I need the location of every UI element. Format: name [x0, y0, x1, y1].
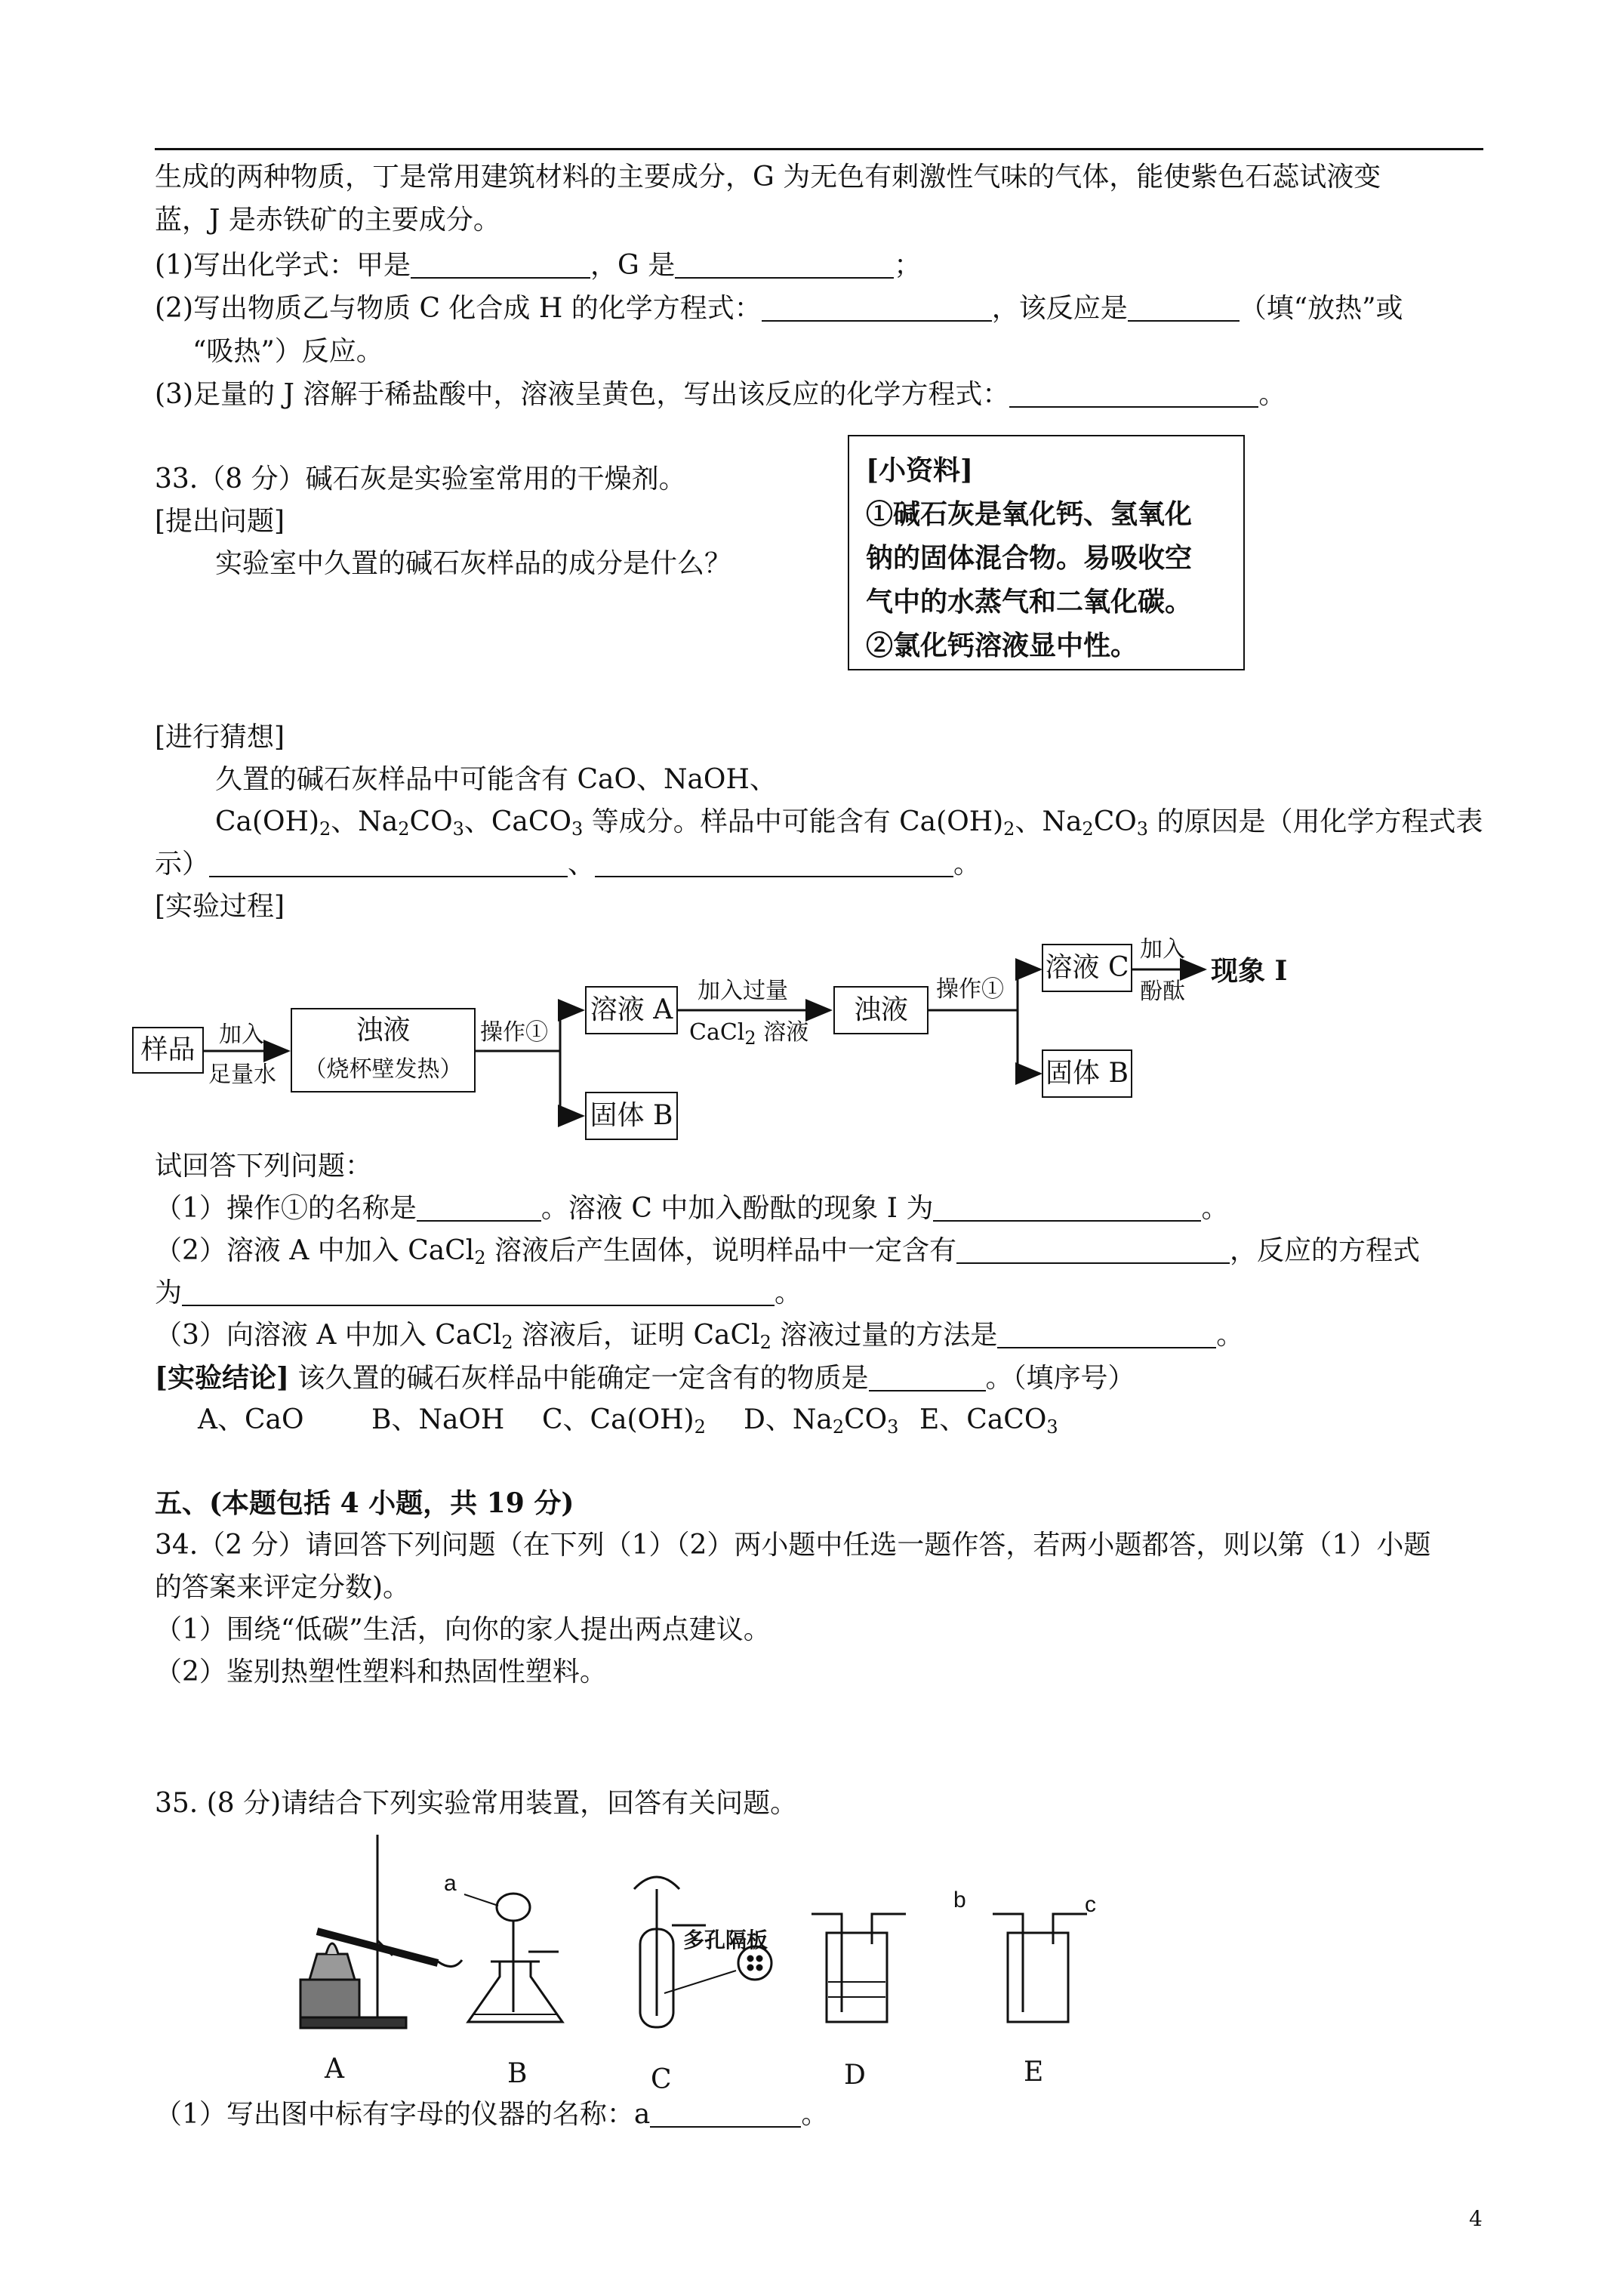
text: 、	[568, 849, 596, 880]
apparatus-b-drawing	[464, 1894, 562, 2022]
page-number: 4	[1469, 2206, 1483, 2231]
flow-label: 操作①	[480, 1019, 548, 1046]
label-a: a	[444, 1871, 457, 1896]
info-line: 钠的固体混合物。易吸收空	[866, 542, 1193, 574]
text: 为	[155, 1277, 183, 1308]
text: E、CaCO	[919, 1404, 1047, 1435]
q33-header: 33.（8 分）碱石灰是实验室常用的干燥剂。	[155, 464, 686, 495]
q34-line-1: 34.（2 分）请回答下列问题（在下列（1）（2）两小题中任选一题作答，若两小题都答，则以第（1）小题	[155, 1530, 1431, 1561]
text: 。	[1201, 1193, 1229, 1224]
flow-solid-b: 固体 B	[1042, 1049, 1132, 1098]
text: 等成分。样品中可能含有 Ca(OH)	[583, 806, 1004, 837]
label-b: b	[953, 1888, 966, 1912]
subscript: 2	[759, 1332, 771, 1353]
q2-end: （填“放热”或	[1239, 293, 1403, 324]
text: 该久置的碱石灰样品中能确定一定含有的物质是	[289, 1363, 869, 1394]
option-a: A、CaO	[198, 1404, 304, 1435]
ask-text: 实验室中久置的碱石灰样品的成分是什么？	[215, 548, 732, 579]
text: CaCl	[689, 1019, 745, 1046]
q1-prefix: (1)写出化学式：甲是	[155, 250, 411, 281]
subscript: 3	[1046, 1416, 1058, 1438]
q2-prefix: (2)写出物质乙与物质 C 化合成 H 的化学方程式：	[155, 293, 762, 324]
ask-title: [提出问题]	[155, 506, 285, 537]
flow-solution-a: 溶液 A	[585, 986, 678, 1034]
text: CO	[1093, 806, 1137, 837]
subscript: 2	[694, 1416, 706, 1438]
q3-prefix: (3)足量的 J 溶解于稀盐酸中，溶液呈黄色，写出该反应的化学方程式：	[155, 379, 1010, 410]
intro-line-1: 生成的两种物质，丁是常用建筑材料的主要成分，G 为无色有刺激性气味的气体，能使紫色石蕊试液变	[155, 162, 1381, 193]
q1-end: ；	[894, 250, 922, 281]
info-line: 气中的水蒸气和二氧化碳。	[866, 586, 1193, 618]
apparatus-a-drawing	[300, 1835, 462, 2028]
guess-line-1: 久置的碱石灰样品中可能含有 CaO、NaOH、	[215, 764, 777, 795]
text: 、Na	[1015, 806, 1083, 837]
text: CO	[409, 806, 453, 837]
subscript: 3	[1136, 818, 1149, 840]
text: D、Na	[744, 1404, 833, 1435]
text: 溶液过量的方法是	[771, 1320, 998, 1351]
flow-turbid-2: 浊液	[833, 986, 929, 1034]
subscript: 3	[452, 818, 464, 840]
guess-title: [进行猜想]	[155, 722, 285, 753]
flow-note: （烧杯壁发热）	[303, 1056, 463, 1083]
subscript: 2	[832, 1416, 845, 1438]
text: 溶液	[756, 1019, 809, 1046]
info-title: [小资料]	[866, 455, 974, 486]
q34-line-2: 的答案来评定分数)。	[155, 1572, 411, 1603]
subscript: 2	[1082, 818, 1094, 840]
text: 。	[1216, 1320, 1244, 1351]
apparatus-e-label: E	[1024, 2057, 1044, 2088]
answer-title: 试回答下列问题：	[155, 1151, 373, 1182]
text: 、Na	[331, 806, 399, 837]
flow-label: 加入	[1140, 936, 1185, 963]
section-5-title: 五、(本题包括 4 小题，共 19 分)	[155, 1487, 574, 1519]
label-c: c	[1085, 1892, 1096, 1917]
flow-label: 加入	[219, 1022, 264, 1048]
subscript: 2	[319, 818, 331, 840]
q3-end: 。	[1258, 379, 1286, 410]
flow-label: 酚酞	[1140, 978, 1185, 1005]
question-2-line-2: “吸热”）反应。	[192, 336, 383, 367]
apparatus-d-drawing	[812, 1914, 906, 2022]
process-title: [实验过程]	[155, 891, 285, 922]
subscript: 2	[398, 818, 410, 840]
subscript: 3	[887, 1416, 899, 1438]
flow-phenomenon: 现象 I	[1211, 955, 1288, 987]
conclusion-title: [实验结论]	[155, 1362, 290, 1394]
subscript: 2	[1003, 818, 1015, 840]
text: 的原因是（用化学方程式表	[1148, 806, 1483, 837]
text: 溶液后产生固体，说明样品中一定含有	[485, 1235, 957, 1266]
text: （1）操作①的名称是	[155, 1193, 417, 1224]
info-line: ②氯化钙溶液显中性。	[866, 630, 1138, 661]
answer-blank[interactable]	[650, 2097, 801, 2128]
text: ，反应的方程式	[1230, 1235, 1421, 1266]
flow-label: 操作①	[936, 976, 1004, 1003]
text: 、CaCO	[463, 806, 571, 837]
text: 溶液后，证明 CaCl	[513, 1320, 760, 1351]
text: 。	[801, 2099, 829, 2130]
apparatus-b-label: B	[507, 2058, 528, 2089]
intro-line-2: 蓝，J 是赤铁矿的主要成分。	[155, 205, 500, 236]
apparatus-c-label: C	[651, 2064, 672, 2095]
flow-solution-c: 溶液 C	[1042, 944, 1132, 992]
q35-part-1	[155, 2096, 828, 2134]
flow-label: 足量水	[208, 1062, 276, 1088]
subscript: 2	[474, 1247, 486, 1268]
text: 示）	[155, 849, 210, 880]
q34-option-2: （2）鉴别热塑性塑料和热固性塑料。	[155, 1657, 607, 1687]
subscript: 3	[571, 818, 584, 840]
text: CO	[844, 1404, 888, 1435]
text: C、Ca(OH)	[542, 1404, 694, 1435]
text: （2）溶液 A 中加入 CaCl	[155, 1235, 475, 1266]
text: （3）向溶液 A 中加入 CaCl	[155, 1320, 502, 1351]
text: 。（填序号）	[985, 1363, 1135, 1394]
subscript: 2	[501, 1332, 513, 1353]
q1-mid: ，G 是	[590, 250, 676, 281]
flow-solid-b: 固体 B	[585, 1092, 678, 1140]
flow-sample: 样品	[132, 1027, 204, 1074]
q2-mid: ，该反应是	[991, 293, 1128, 324]
subscript: 2	[744, 1028, 756, 1049]
apparatus-d-label: D	[844, 2060, 866, 2091]
porous-plate-label: 多孔隔板	[683, 1928, 768, 1952]
flow-text: 浊液	[356, 1015, 411, 1046]
apparatus-a-label: A	[325, 2054, 344, 2085]
q35-header: 35. (8 分)请结合下列实验常用装置，回答有关问题。	[155, 1788, 798, 1819]
option-b: B、NaOH	[371, 1404, 505, 1435]
text: （1）写出图中标有字母的仪器的名称：a	[155, 2099, 651, 2130]
text: 。	[775, 1277, 802, 1308]
text: Ca(OH)	[215, 806, 320, 837]
info-line: ①碱石灰是氧化钙、氢氧化	[866, 498, 1193, 530]
text: 。溶液 C 中加入酚酞的现象 I 为	[540, 1193, 934, 1224]
text: 。	[953, 849, 981, 880]
flow-label: 加入过量	[698, 978, 788, 1004]
apparatus-e-drawing	[993, 1914, 1087, 2022]
q34-option-1: （1）围绕“低碳”生活，向你的家人提出两点建议。	[155, 1614, 771, 1645]
